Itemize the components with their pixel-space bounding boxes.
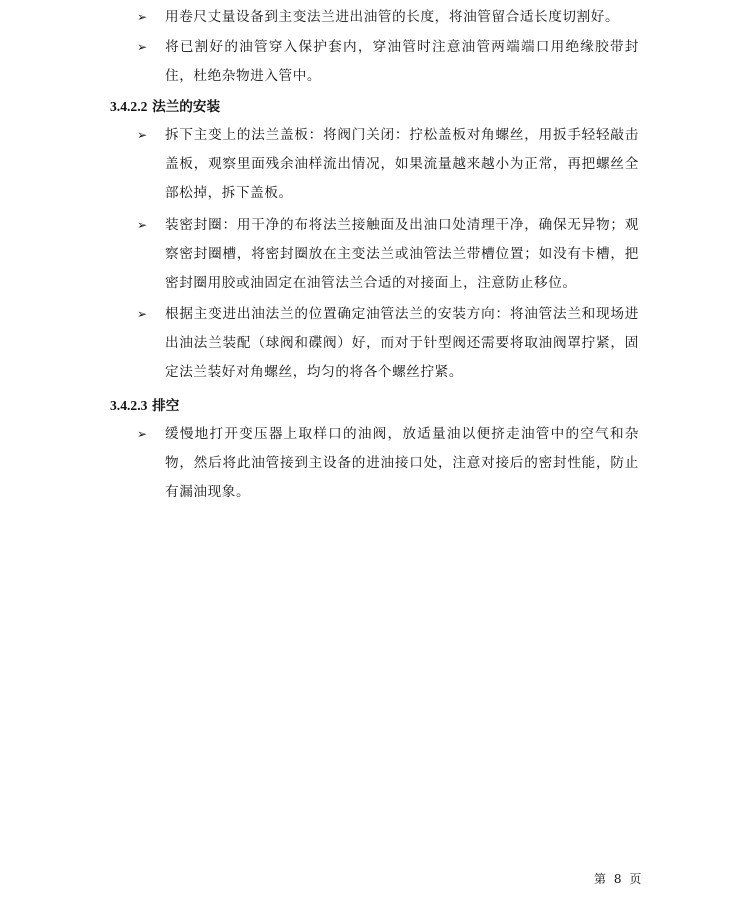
section-number: 3.4.2.3 [110,398,148,413]
list-item-text: 缓慢地打开变压器上取样口的油阀，放适量油以便挤走油管中的空气和杂物，然后将此油管接到主设备的进油接口处，注意对接后的密封性能，防止有漏油现象。 [165,426,639,501]
arrow-bullet-icon: ➢ [137,307,148,321]
list-item-text: 根据主变进出油法兰的位置确定油管法兰的安装方向：将油管法兰和现场进出油法兰装配（球阀和碟阀）好，而对于针型阀还需要将取油阀罩拧紧，固定法兰装好对角螺丝，均匀的将各个螺丝拧紧。 [165,306,639,381]
section-heading-3422 [110,97,220,117]
footer-suffix: 页 [629,872,642,886]
list-item-text: 装密封圈：用干净的布将法兰接触面及出油口处清理干净，确保无异物；观察密封圈槽，将密封圈放在主变法兰或油管法兰带槽位置；如没有卡槽，把密封圈用胶或油固定在油管法兰合适的对接面上，注意防止移位。 [165,217,639,292]
arrow-bullet-icon: ➢ [137,427,148,441]
list-item [137,300,639,388]
arrow-bullet-icon: ➢ [137,40,148,54]
list-item [137,420,639,508]
page-footer [594,871,645,887]
list-item-text: 将已割好的油管穿入保护套内，穿油管时注意油管两端端口用绝缘胶带封住，杜绝杂物进入管中。 [165,39,639,85]
arrow-bullet-icon: ➢ [137,128,148,142]
section-number: 3.4.2.2 [110,99,148,114]
list-item [137,33,639,91]
list-item-text: 拆下主变上的法兰盖板：将阀门关闭：拧松盖板对角螺丝，用扳手轻轻敲击盖板，观察里面残余油样流出情况，如果流量越来越小为正常，再把螺丝全部松掉，拆下盖板。 [165,127,639,202]
list-item-text: 用卷尺丈量设备到主变法兰进出油管的长度，将油管留合适长度切割好。 [165,9,620,25]
section-heading-3423 [110,396,179,416]
arrow-bullet-icon: ➢ [137,10,148,24]
section-title: 排空 [152,398,180,414]
section-title: 法兰的安装 [152,99,221,115]
arrow-bullet-icon: ➢ [137,218,148,232]
list-item [137,121,639,209]
list-item [137,3,639,32]
page-number: 8 [613,872,622,886]
footer-prefix: 第 [594,872,607,886]
list-item [137,211,639,299]
